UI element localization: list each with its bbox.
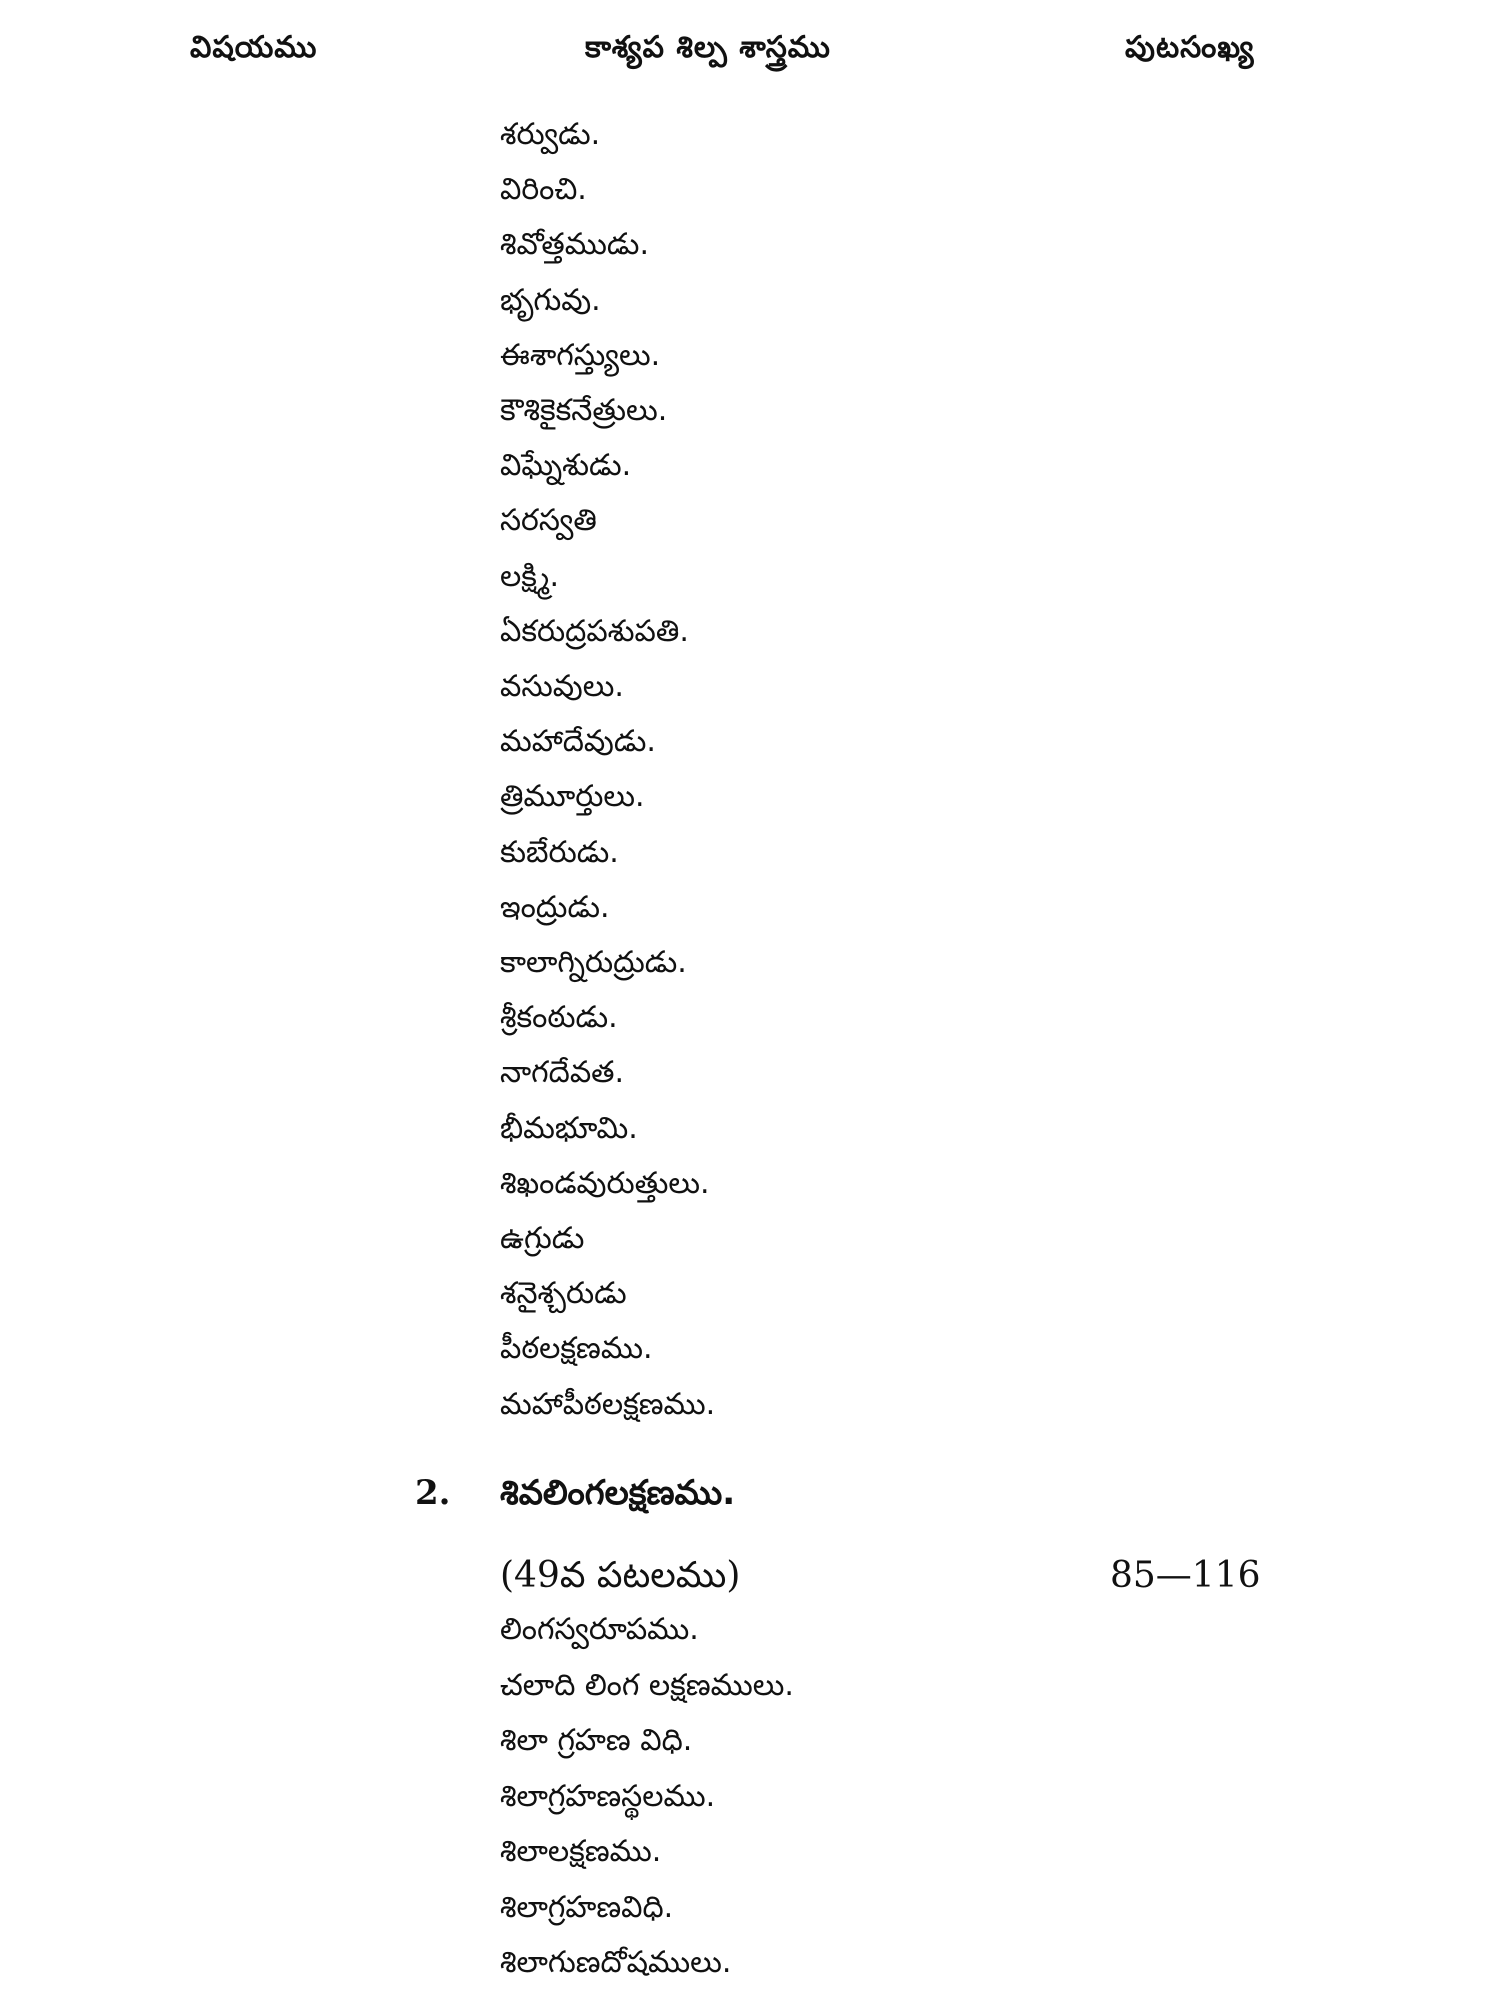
list-item: శ్రీకంఠుడు. — [500, 1000, 618, 1036]
list-item: శివోత్తముడు. — [500, 227, 649, 263]
list-item: శిఖండవురుత్తులు. — [500, 1165, 710, 1201]
list-item: శిలాగ్రహణవిధి. — [500, 1889, 674, 1925]
list-item: భృగువు. — [500, 282, 601, 318]
list-item: కౌశికైకనేత్రులు. — [500, 393, 668, 428]
list-item: లింగస్వరూపము. — [500, 1612, 699, 1647]
list-item: శిలాలక్షణము. — [500, 1834, 662, 1869]
list-item: శిలాగుణదోషములు. — [500, 1945, 732, 1980]
list-item: శిలా గ్రహణ విధి. — [500, 1723, 693, 1758]
header-right-label: పుటసంఖ్య — [1125, 30, 1255, 65]
list-item: ఇంద్రుడు. — [500, 889, 610, 925]
list-item: వసువులు. — [500, 669, 624, 704]
list-item: నాగదేవత. — [500, 1055, 625, 1091]
list-item: విరించి. — [500, 172, 587, 208]
list-item: కాలాగ్నిరుద్రుడు. — [500, 945, 687, 980]
list-item: శనైశ్చరుడు — [500, 1276, 627, 1312]
list-item: ఏకరుద్రపశుపతి. — [500, 613, 689, 649]
list-item: సరస్వతి — [500, 503, 597, 539]
header-book-title: కాశ్యప శిల్ప శాస్త్రము — [585, 30, 831, 65]
list-item: శర్వుడు. — [500, 117, 601, 152]
section-title: శివలింగలక్షణము. — [500, 1473, 736, 1513]
list-item: లక్ష్మి. — [500, 558, 560, 594]
section-number: 2. — [415, 1473, 451, 1513]
list-item: మహాదేవుడు. — [500, 724, 656, 760]
list-item: కుబేరుడు. — [500, 834, 619, 870]
section-page-range: 85—116 — [1110, 1555, 1261, 1596]
list-item: విఘ్నేశుడు. — [500, 448, 632, 484]
section-subtitle: (49వ పటలము) — [500, 1555, 741, 1596]
header-left-label: విషయము — [190, 30, 318, 65]
list-item: ఈశాగస్త్యులు. — [500, 337, 661, 373]
list-item: చలాది లింగ లక్షణములు. — [500, 1667, 794, 1703]
list-item: పీఠలక్షణము. — [500, 1331, 653, 1367]
list-item: త్రిమూర్తులు. — [500, 779, 645, 815]
list-item: శిలాగ్రహణస్థలము. — [500, 1778, 716, 1814]
list-item: భీమభూమి. — [500, 1110, 638, 1146]
list-item: మహాపీఠలక్షణము. — [500, 1386, 716, 1422]
list-item: ఉగ్రుడు — [500, 1221, 585, 1256]
